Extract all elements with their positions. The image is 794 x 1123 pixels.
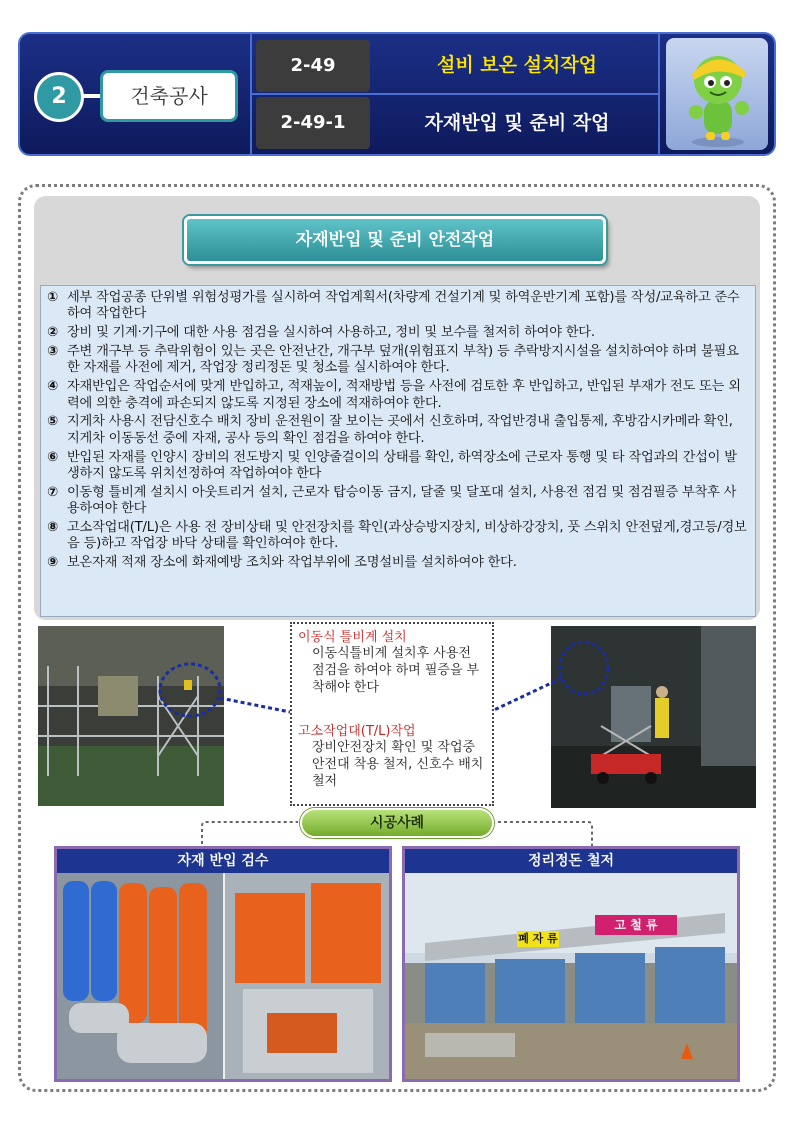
mascot-image xyxy=(666,38,768,150)
page-subtitle: 자재반입 및 준비 작업 xyxy=(424,112,610,134)
code-main-label: 2-49 xyxy=(256,40,370,92)
rule-number: ③ xyxy=(47,344,58,359)
rule-number: ⑥ xyxy=(47,449,58,465)
rule-text: 장비 및 기계·기구에 대한 사용 점검을 실시하여 사용하고, 정비 및 보수를 철저히 하여야 한다. xyxy=(67,325,595,341)
list-item xyxy=(47,290,747,323)
rule-text: 지게차 사용시 전담신호수 배치 장비 운전원이 잘 보이는 곳에서 신호하며, 작업반경내 출입통제, 후방감시카메라 확인, 지게차 이동동선 중에 자재, 공사 등의 확인 점검을 하여야 한다. xyxy=(67,414,733,446)
callout-box xyxy=(290,622,494,806)
rule-number: ⑧ xyxy=(47,520,58,536)
list-item xyxy=(47,450,747,483)
list-item xyxy=(47,325,747,341)
rule-text: 주변 개구부 등 추락위험이 있는 곳은 안전난간, 개구부 덮개(위험표지 부착) 등 추락방지시설을 설치하여야 하며 불필요한 자재를 사전에 제거, 작업장 정리정돈 및 청소를 실시하여야 한다. xyxy=(67,344,739,376)
rule-text: 반입된 자재를 인양시 장비의 전도방지 및 인양줄걸이의 상태를 확인, 하역장소에 근로자 통행 및 타 작업과의 간섭이 발생하지 않도록 위치선정하여 작업하여야 한다 xyxy=(67,449,737,482)
case-title: 자재 반입 검수 xyxy=(57,849,389,873)
rule-number: ② xyxy=(47,325,58,341)
rule-text: 자재반입은 작업순서에 맞게 반입하고, 적재높이, 적재방법 등을 사전에 검토한 후 반입하고, 반입된 부재가 전도 또는 외력에 의한 충격에 파손되지 않도록 지정된 장소에 적재하여야 한다. xyxy=(67,379,741,411)
materials-photo xyxy=(57,873,389,1079)
rule-number: ① xyxy=(47,290,58,305)
callout-body: 이동식틀비계 설치후 사용전 점검을 하여야 하며 필증을 부착해야 한다 xyxy=(312,646,480,695)
list-item xyxy=(47,520,747,553)
rule-text: 세부 작업공종 단위별 위험성평가를 실시하여 작업계획서(차량계 건설기계 및 하역운반기계 포함)를 작성/교육하고 준수하여 작업한다 xyxy=(67,290,740,322)
rule-number: ⑦ xyxy=(47,484,58,500)
rule-text: 이동형 틀비계 설치시 아웃트리거 설치, 근로자 탑승이동 금지, 달줄 및 달포대 설치, 사용전 점검 및 점검필증 부착후 사용하여야 한다 xyxy=(67,484,737,517)
rule-number: ⑨ xyxy=(47,555,58,571)
callout-title: 이동식 틀비계 설치 xyxy=(298,630,407,645)
rule-number: ⑤ xyxy=(47,414,58,430)
list-item xyxy=(47,555,747,571)
mascot-icon xyxy=(666,38,768,150)
storage-yard-photo xyxy=(405,873,737,1079)
rule-number: ④ xyxy=(47,379,58,395)
section-connector xyxy=(82,94,102,98)
section-name-label: 건축공사 xyxy=(100,70,238,122)
rule-text: 고소작업대(T/L)은 사용 전 장비상태 및 안전장치를 확인(과상승방지장치, 비상하강장치, 풋 스위치 안전덮게,경고등/경보음 등)하고 작업장 바닥 상태를 확인하여야 한다. xyxy=(67,520,747,552)
callout-body: 장비안전장치 확인 및 작업중 안전대 착용 철저, 신호수 배치 철저 xyxy=(312,740,484,789)
code-sub-label: 2-49-1 xyxy=(256,97,370,149)
list-item xyxy=(47,379,747,412)
safety-rules-list xyxy=(40,285,756,617)
callout-pointer xyxy=(150,660,310,730)
case-card xyxy=(54,846,392,1082)
case-title: 정리정돈 철저 xyxy=(405,849,737,873)
callout-title: 고소작업대(T/L)작업 xyxy=(298,724,416,739)
header-divider xyxy=(250,93,660,95)
page-title: 설비 보온 설치작업 xyxy=(436,54,598,76)
list-item xyxy=(47,485,747,518)
sign-label: 폐 자 류 xyxy=(518,932,558,945)
callout-pointer xyxy=(492,640,612,720)
case-card xyxy=(402,846,740,1082)
section-number-badge: 2 xyxy=(34,72,84,122)
rule-text: 보온자재 적재 장소에 화재예방 조치와 작업부위에 조명설비를 설치하여야 한다. xyxy=(67,555,517,571)
section-title: 자재반입 및 준비 안전작업 xyxy=(184,216,606,264)
case-examples-label: 시공사례 xyxy=(300,808,494,838)
sign-label: 고 철 류 xyxy=(595,915,677,935)
list-item xyxy=(47,414,747,447)
list-item xyxy=(47,344,747,377)
